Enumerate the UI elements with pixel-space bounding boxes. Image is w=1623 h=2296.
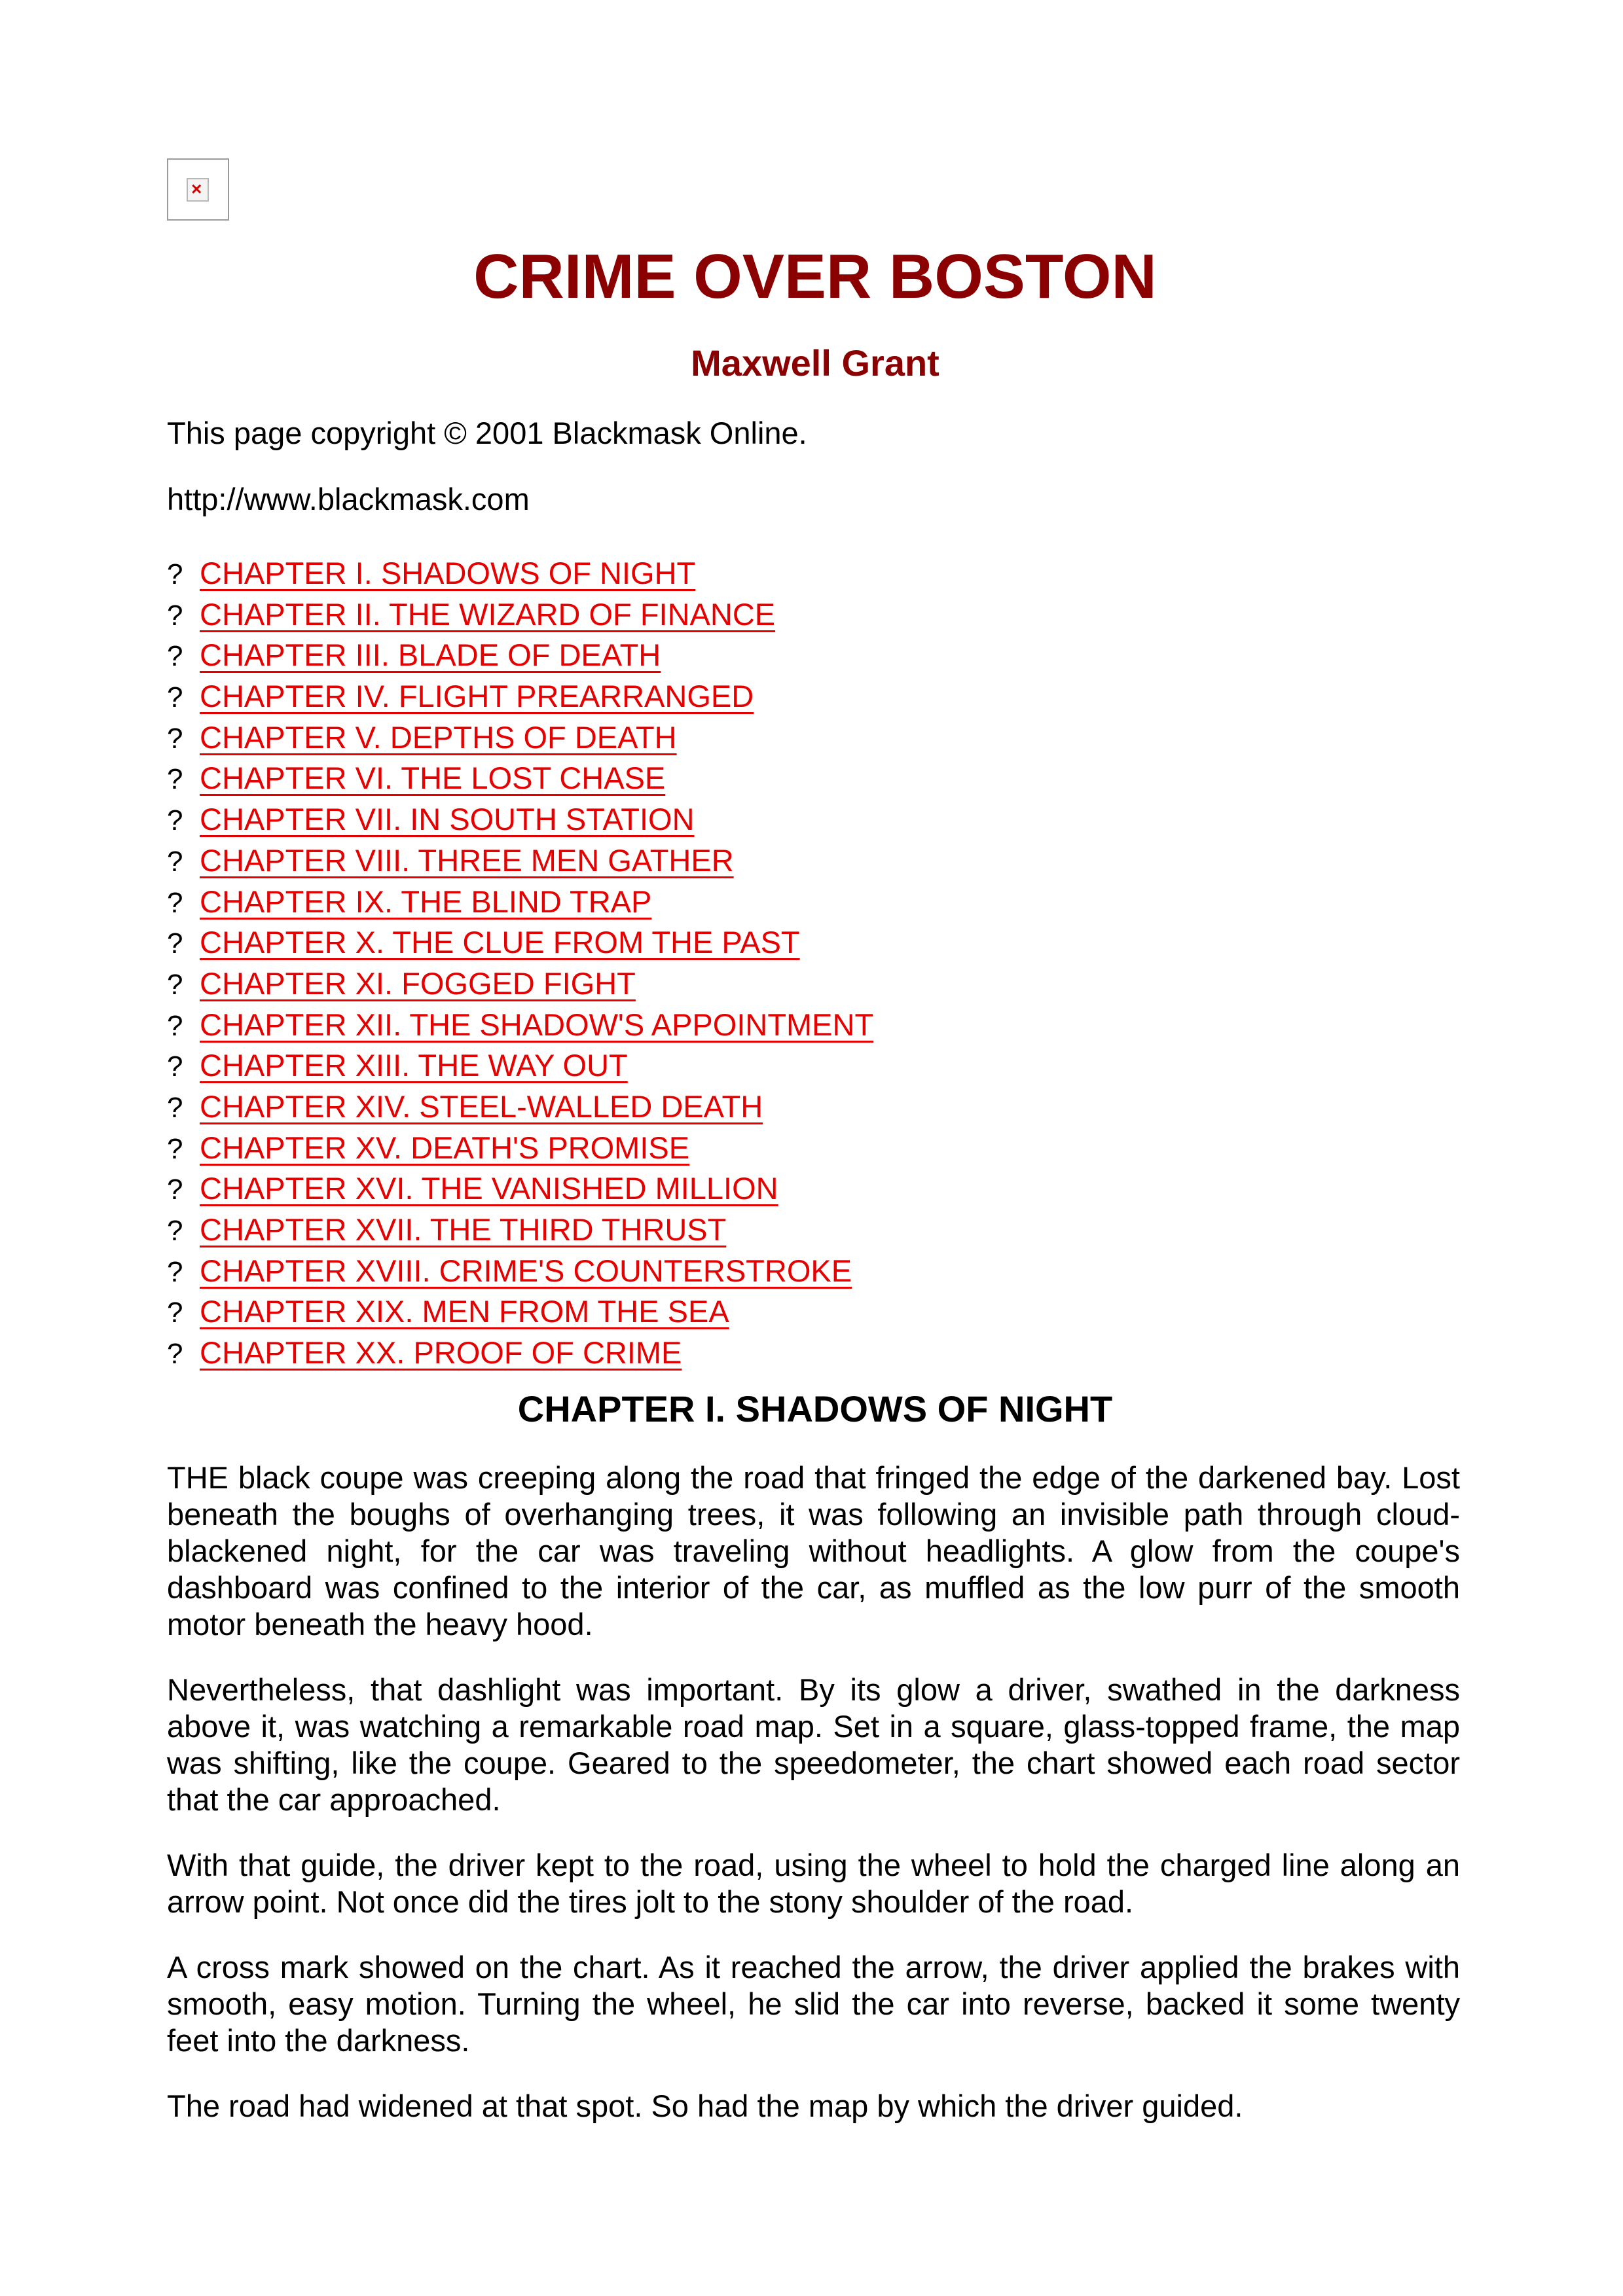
toc-bullet: ? bbox=[167, 599, 183, 632]
toc-bullet: ? bbox=[167, 1338, 183, 1371]
toc-link-chapter-1[interactable]: CHAPTER I. SHADOWS OF NIGHT bbox=[200, 556, 696, 590]
toc-bullet: ? bbox=[167, 640, 183, 673]
toc-link-chapter-2[interactable]: CHAPTER II. THE WIZARD OF FINANCE bbox=[200, 596, 776, 632]
toc-bullet: ? bbox=[167, 763, 183, 796]
toc-item bbox=[167, 882, 873, 923]
toc-item bbox=[167, 1005, 873, 1046]
toc-item bbox=[167, 758, 873, 799]
toc-link-chapter-15[interactable]: CHAPTER XV. DEATH'S PROMISE bbox=[200, 1130, 690, 1165]
toc-link-chapter-4[interactable]: CHAPTER IV. FLIGHT PREARRANGED bbox=[200, 679, 754, 714]
toc-bullet: ? bbox=[167, 681, 183, 714]
toc-bullet: ? bbox=[167, 1132, 183, 1165]
toc-link-chapter-11[interactable]: CHAPTER XI. FOGGED FIGHT bbox=[200, 965, 636, 1001]
toc-bullet: ? bbox=[167, 845, 183, 878]
toc-item bbox=[167, 553, 873, 594]
toc-item bbox=[167, 1086, 873, 1128]
toc-bullet: ? bbox=[167, 722, 183, 755]
toc-link-chapter-20[interactable]: CHAPTER XX. PROOF OF CRIME bbox=[200, 1335, 682, 1371]
toc-link-chapter-19[interactable]: CHAPTER XIX. MEN FROM THE SEA bbox=[200, 1294, 729, 1329]
toc-link-chapter-5[interactable]: CHAPTER V. DEPTHS OF DEATH bbox=[200, 719, 677, 755]
toc-item bbox=[167, 1045, 873, 1086]
toc-item bbox=[167, 1333, 873, 1374]
toc-item bbox=[167, 594, 873, 636]
paragraph: With that guide, the driver kept to the road, using the wheel to hold the charged line along an arrow point. Not once did the tires jolt to the stony shoulder of the road. bbox=[167, 1848, 1460, 1919]
document-page bbox=[167, 0, 1463, 2296]
paragraph: The road had widened at that spot. So had the map by which the driver guided. bbox=[167, 2089, 1243, 2123]
toc-link-chapter-10[interactable]: CHAPTER X. THE CLUE FROM THE PAST bbox=[200, 925, 800, 960]
toc-bullet: ? bbox=[167, 558, 183, 590]
chapter-body bbox=[167, 1460, 1460, 2153]
toc-link-chapter-17[interactable]: CHAPTER XVII. THE THIRD THRUST bbox=[200, 1212, 727, 1247]
toc-item bbox=[167, 635, 873, 676]
toc-bullet: ? bbox=[167, 1297, 183, 1329]
broken-image-x-icon: × bbox=[191, 179, 202, 199]
toc-bullet: ? bbox=[167, 1050, 183, 1083]
toc-item bbox=[167, 1251, 873, 1292]
toc-item bbox=[167, 1168, 873, 1210]
toc-bullet: ? bbox=[167, 927, 183, 960]
paragraph: A cross mark showed on the chart. As it reached the arrow, the driver applied the brakes with smooth, easy motion. Turning the wheel, he slid the car into reverse, backed it some twenty feet into the darkness. bbox=[167, 1950, 1460, 2058]
toc-item bbox=[167, 717, 873, 759]
book-author: Maxwell Grant bbox=[691, 342, 939, 384]
toc-bullet: ? bbox=[167, 1091, 183, 1124]
toc-item bbox=[167, 922, 873, 963]
toc-item bbox=[167, 1291, 873, 1333]
toc-link-chapter-13[interactable]: CHAPTER XIII. THE WAY OUT bbox=[200, 1048, 628, 1083]
broken-image-icon bbox=[167, 158, 229, 221]
broken-image-placeholder bbox=[187, 178, 209, 202]
toc-item bbox=[167, 1210, 873, 1251]
toc-item bbox=[167, 963, 873, 1005]
toc-item bbox=[167, 1128, 873, 1169]
book-title: CRIME OVER BOSTON bbox=[473, 242, 1157, 312]
toc-item bbox=[167, 840, 873, 882]
paragraph: Nevertheless, that dashlight was important. By its glow a driver, swathed in the darkness above it, was watching a remarkable road map. Set in a square, glass-topped frame, the map was shifting, like the coupe. Geared to the speedometer, the chart showed each road sector that the car approached. bbox=[167, 1672, 1460, 1817]
toc-link-chapter-8[interactable]: CHAPTER VIII. THREE MEN GATHER bbox=[200, 842, 734, 878]
toc-bullet: ? bbox=[167, 1255, 183, 1288]
toc-link-chapter-6[interactable]: CHAPTER VI. THE LOST CHASE bbox=[200, 761, 666, 796]
toc-link-chapter-12[interactable]: CHAPTER XII. THE SHADOW'S APPOINTMENT bbox=[200, 1007, 874, 1042]
toc-bullet: ? bbox=[167, 1215, 183, 1247]
source-url: http://www.blackmask.com bbox=[167, 482, 530, 516]
toc-bullet: ? bbox=[167, 886, 183, 919]
toc-link-chapter-3[interactable]: CHAPTER III. BLADE OF DEATH bbox=[200, 637, 661, 673]
toc-bullet: ? bbox=[167, 804, 183, 837]
toc-item bbox=[167, 799, 873, 840]
toc-bullet: ? bbox=[167, 1174, 183, 1206]
paragraph: THE black coupe was creeping along the road that fringed the edge of the darkened bay. Lost beneath the boughs of overhanging trees, it was following an invisible path through cloud-blackened night, for the car was traveling without headlights. A glow from the coupe's dashboard was confined to the interior of the car, as muffled as the low purr of the smooth motor beneath the heavy hood. bbox=[167, 1460, 1460, 1641]
toc-link-chapter-7[interactable]: CHAPTER VII. IN SOUTH STATION bbox=[200, 802, 695, 837]
chapter-heading: CHAPTER I. SHADOWS OF NIGHT bbox=[517, 1388, 1113, 1429]
toc-item bbox=[167, 676, 873, 717]
toc-bullet: ? bbox=[167, 968, 183, 1001]
table-of-contents bbox=[167, 553, 873, 1374]
toc-link-chapter-16[interactable]: CHAPTER XVI. THE VANISHED MILLION bbox=[200, 1171, 778, 1206]
toc-link-chapter-14[interactable]: CHAPTER XIV. STEEL-WALLED DEATH bbox=[200, 1088, 763, 1124]
toc-link-chapter-18[interactable]: CHAPTER XVIII. CRIME'S COUNTERSTROKE bbox=[200, 1253, 852, 1288]
copyright-notice: This page copyright © 2001 Blackmask Online. bbox=[167, 416, 807, 450]
toc-link-chapter-9[interactable]: CHAPTER IX. THE BLIND TRAP bbox=[200, 884, 652, 919]
toc-bullet: ? bbox=[167, 1009, 183, 1042]
